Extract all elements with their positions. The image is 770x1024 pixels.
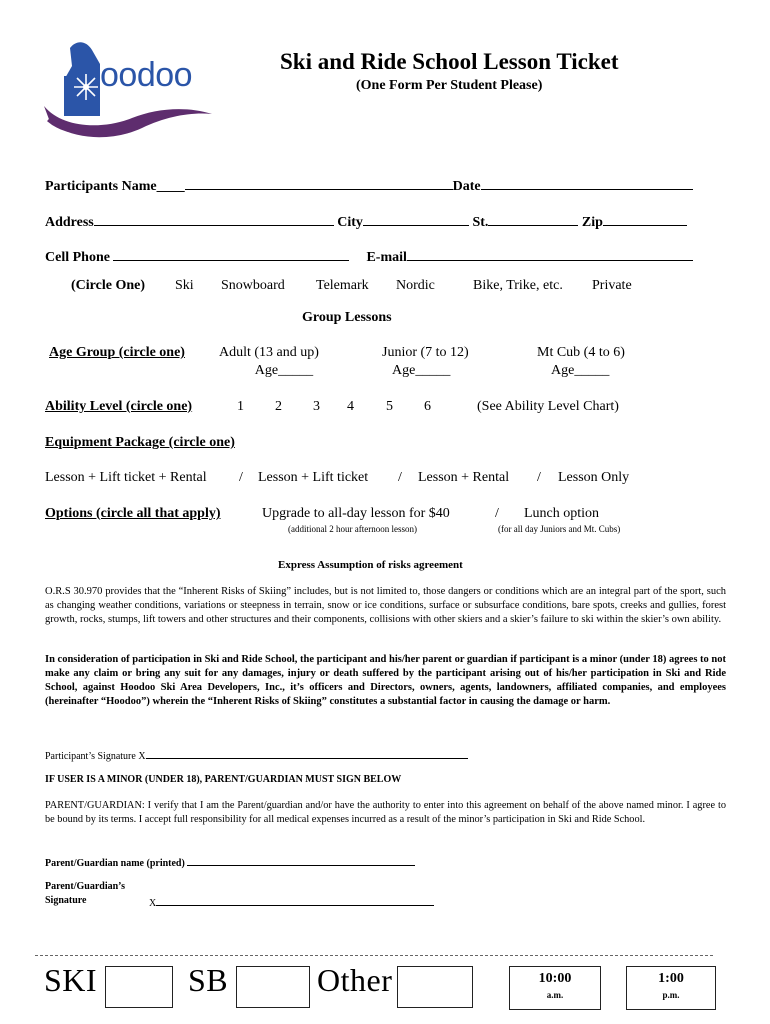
age-adult-name: Adult (13 and up) — [219, 345, 319, 360]
cut-line-divider — [35, 955, 713, 956]
participant-signature-row — [45, 747, 468, 762]
option-lunch[interactable]: Lunch option — [524, 506, 600, 521]
participants-name-row — [45, 175, 693, 195]
st-field[interactable] — [488, 211, 578, 226]
time-10am-unit: a.m. — [546, 990, 564, 1000]
guardian-signature-label-2: Signature — [45, 895, 87, 906]
option-snowboard[interactable]: Snowboard — [221, 278, 285, 293]
option-telemark[interactable]: Telemark — [316, 278, 369, 293]
footer-sb-label: SB — [188, 962, 229, 998]
equip-separator-1: / — [239, 470, 243, 485]
participants-name-label: Participants Name____ — [45, 179, 185, 194]
age-adult[interactable] — [219, 345, 319, 379]
date-field[interactable] — [481, 175, 693, 190]
participant-signature-label: Participant’s Signature X — [45, 751, 146, 762]
date-label: Date — [452, 179, 481, 194]
email-label: E-mail — [366, 250, 407, 265]
phone-email-row — [45, 246, 693, 266]
agreement-paragraph-1: O.R.S 30.970 provides that the “Inherent Risks of Skiing” includes, but is not limited to, those dangers or conditions which are an integral part of the sport, such as changing weather conditions, variations or steepness in terrain, snow or ice conditions, surface or subsurface conditions, bare spots, creeks and gullies, forest growth, rocks, stumps, lift towers and other structures and their components, collisions with other skiers and a skier’s failure to ski within the skier’s own ability. — [45, 586, 726, 625]
option-bike-trike[interactable]: Bike, Trike, etc. — [473, 278, 563, 293]
age-adult-age: Age_____ — [254, 363, 314, 378]
lunch-note: (for all day Juniors and Mt. Cubs) — [498, 524, 621, 534]
time-1pm-value: 1:00 — [658, 971, 684, 986]
option-upgrade[interactable]: Upgrade to all-day lesson for $40 — [262, 506, 450, 521]
page-subtitle: (One Form Per Student Please) — [356, 78, 543, 93]
options-separator: / — [495, 506, 499, 521]
guardian-signature-x: X — [149, 898, 157, 909]
age-junior-name: Junior (7 to 12) — [382, 345, 469, 360]
ability-level-label: Ability Level (circle one) — [45, 399, 193, 414]
guardian-paragraph: PARENT/GUARDIAN: I verify that I am the Parent/guardian and/or have the authority to enter into this agreement on behalf of the above named minor. I agree to be bound by its terms. I accept full responsibility for all medical expenses incurred as a result of the minor’s participation in Ski and Ride School. — [45, 800, 726, 825]
ski-checkbox[interactable] — [105, 966, 173, 1008]
time-1pm-box[interactable] — [626, 966, 716, 1010]
time-10am-value: 10:00 — [538, 971, 572, 986]
ability-6[interactable]: 6 — [424, 399, 431, 414]
page-title: Ski and Ride School Lesson Ticket — [280, 49, 619, 74]
options-label: Options (circle all that apply) — [45, 506, 221, 521]
equip-lesson-only[interactable]: Lesson Only — [558, 470, 630, 485]
age-junior[interactable] — [382, 345, 469, 379]
age-mtcub-age: Age_____ — [551, 363, 610, 378]
age-mtcub[interactable] — [537, 345, 625, 379]
age-mtcub-name: Mt Cub (4 to 6) — [537, 345, 625, 360]
guardian-signature-label-1: Parent/Guardian’s — [45, 881, 126, 892]
guardian-signature-row — [149, 894, 434, 909]
time-10am-box[interactable] — [509, 966, 601, 1010]
city-field[interactable] — [363, 211, 469, 226]
ability-3[interactable]: 3 — [313, 399, 320, 414]
option-nordic[interactable]: Nordic — [396, 278, 435, 293]
address-label: Address — [45, 215, 94, 230]
option-private[interactable]: Private — [592, 278, 632, 293]
equip-separator-2: / — [398, 470, 402, 485]
ability-5[interactable]: 5 — [386, 399, 393, 414]
logo-wordmark: oodoo — [100, 56, 193, 94]
ability-2[interactable]: 2 — [275, 399, 282, 414]
address-row — [45, 211, 687, 231]
footer-other-label: Other — [317, 962, 393, 998]
circle-one-label: (Circle One) — [71, 278, 145, 293]
age-group-label: Age Group (circle one) — [49, 345, 185, 360]
ability-4[interactable]: 4 — [347, 399, 354, 414]
guardian-name-label: Parent/Guardian name (printed) — [45, 858, 185, 869]
city-label: City — [337, 215, 363, 230]
equip-separator-3: / — [537, 470, 541, 485]
group-lessons-heading: Group Lessons — [302, 310, 392, 325]
equip-lesson-lift-rental[interactable]: Lesson + Lift ticket + Rental — [45, 470, 207, 485]
hoodoo-logo — [42, 36, 217, 144]
equip-lesson-rental[interactable]: Lesson + Rental — [418, 470, 510, 485]
agreement-heading: Express Assumption of risks agreement — [278, 559, 463, 571]
agreement-paragraph-2: In consideration of participation in Ski and Ride School, the participant and his/her parent or guardian if participant is a minor (under 18) agrees to not make any claim or bring any suit for any damages, injury or death suffered by the participant arising out of his/her participation in Ski and Ride School, against Hoodoo Ski Area Developers, Inc., it’s officers and Directors, owners, agents, landowners, affiliated companies, and employees (hereinafter “Hoodoo”) wherein the “Inherent Risks of Skiing” constitutes a substantial factor in causing the damage or harm. — [45, 654, 726, 707]
minor-heading: IF USER IS A MINOR (UNDER 18), PARENT/GUARDIAN MUST SIGN BELOW — [45, 774, 402, 785]
other-checkbox[interactable] — [397, 966, 473, 1008]
sb-checkbox[interactable] — [236, 966, 310, 1008]
option-ski[interactable]: Ski — [175, 278, 194, 293]
upgrade-note: (additional 2 hour afternoon lesson) — [288, 524, 417, 534]
time-1pm-unit: p.m. — [662, 990, 680, 1000]
guardian-name-row — [45, 854, 415, 869]
zip-label: Zip — [581, 215, 603, 230]
participants-name-field[interactable] — [185, 175, 453, 190]
st-label: St. — [472, 215, 489, 230]
equip-lesson-lift[interactable]: Lesson + Lift ticket — [258, 470, 369, 485]
ability-chart-note: (See Ability Level Chart) — [477, 399, 619, 414]
age-junior-age: Age_____ — [392, 363, 451, 378]
guardian-name-field[interactable] — [187, 854, 415, 866]
equipment-package-label: Equipment Package (circle one) — [45, 435, 235, 450]
footer-ski-label: SKI — [44, 962, 98, 998]
address-field[interactable] — [94, 211, 334, 226]
email-field[interactable] — [407, 246, 693, 261]
zip-field[interactable] — [603, 211, 687, 226]
ability-1[interactable]: 1 — [237, 399, 244, 414]
cell-phone-label: Cell Phone — [45, 250, 110, 265]
guardian-signature-field[interactable] — [156, 894, 434, 906]
cell-phone-field[interactable] — [113, 246, 349, 261]
participant-signature-field[interactable] — [146, 747, 468, 759]
